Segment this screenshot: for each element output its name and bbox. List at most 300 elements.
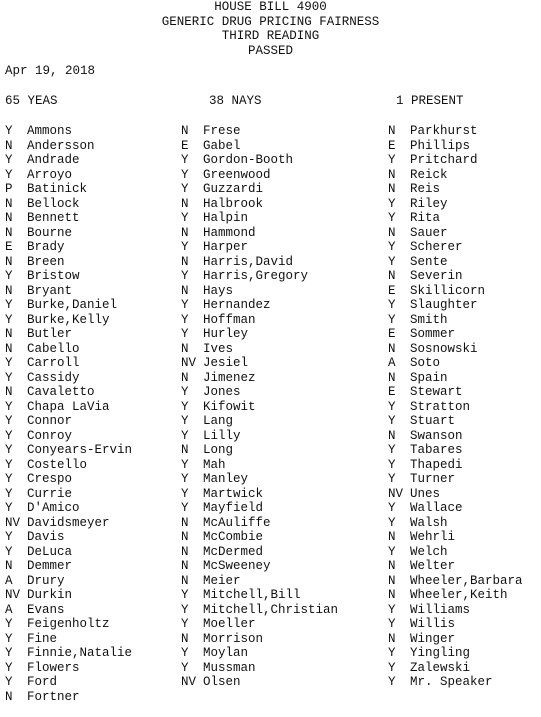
vote-code: N <box>5 559 13 573</box>
vote-row <box>388 211 523 226</box>
member-name: Davidsmeyer <box>27 515 110 530</box>
vote-row <box>5 385 132 400</box>
member-name: Welch <box>410 544 448 559</box>
vote-code: N <box>181 631 189 646</box>
vote-code: N <box>181 254 189 269</box>
member-name: Hays <box>203 283 234 298</box>
member-name: Finnie,Natalie <box>27 646 133 660</box>
vote-row <box>5 646 132 661</box>
member-name: Sommer <box>410 327 456 341</box>
vote-code: Y <box>5 298 13 312</box>
vote-code: Y <box>5 370 13 385</box>
vote-code: N <box>5 225 13 240</box>
member-name: Wehrli <box>410 530 456 544</box>
vote-code: Y <box>5 153 13 167</box>
vote-row <box>5 298 132 313</box>
vote-code: Y <box>5 646 13 660</box>
vote-code: Y <box>181 211 189 225</box>
vote-row <box>388 530 523 545</box>
member-name: Pritchard <box>410 153 478 167</box>
vote-code: Y <box>5 472 13 486</box>
vote-row <box>5 313 132 328</box>
vote-code: Y <box>388 675 396 689</box>
member-name: Reick <box>410 167 448 182</box>
member-name: Andersson <box>27 138 95 153</box>
vote-row <box>181 139 338 154</box>
vote-row <box>5 400 132 415</box>
vote-code: Y <box>5 356 13 370</box>
vote-row <box>181 153 338 168</box>
vote-row <box>388 501 523 516</box>
vote-code: N <box>181 341 189 356</box>
member-name: Conroy <box>27 428 73 443</box>
member-name: Mussman <box>203 660 256 675</box>
vote-row <box>181 356 338 371</box>
vote-row <box>388 313 523 328</box>
vote-code: N <box>5 341 13 356</box>
member-name: Fine <box>27 631 58 646</box>
vote-code: N <box>5 138 13 153</box>
roll-call-column-3 <box>388 124 523 690</box>
bill-subject: GENERIC DRUG PRICING FAIRNESS <box>161 14 380 29</box>
vote-code: Y <box>5 501 13 515</box>
vote-row <box>181 472 338 487</box>
vote-row <box>5 472 132 487</box>
vote-code: N <box>181 370 189 385</box>
vote-row <box>5 487 132 502</box>
member-name: Bristow <box>27 269 80 283</box>
vote-code: N <box>388 269 396 283</box>
vote-row <box>388 197 523 212</box>
member-name: Bryant <box>27 283 73 298</box>
vote-code: Y <box>388 617 396 631</box>
vote-code: Y <box>388 196 396 211</box>
vote-code: N <box>181 283 189 298</box>
member-name: Hurley <box>203 327 249 341</box>
member-name: Frese <box>203 124 241 138</box>
vote-code: E <box>5 240 13 254</box>
vote-row <box>181 182 338 197</box>
vote-code: Y <box>181 312 189 327</box>
vote-row <box>5 661 132 676</box>
vote-code: Y <box>181 327 189 341</box>
vote-row <box>5 588 132 603</box>
member-name: Cabello <box>27 341 80 356</box>
member-name: Burke,Daniel <box>27 298 118 312</box>
vote-row <box>388 559 523 574</box>
member-name: DeLuca <box>27 544 73 559</box>
member-name: Spain <box>410 370 448 385</box>
vote-code: Y <box>181 646 189 660</box>
vote-row <box>388 588 523 603</box>
vote-code: N <box>5 385 13 399</box>
vote-row <box>388 327 523 342</box>
vote-row <box>388 675 523 690</box>
vote-code: Y <box>388 515 396 530</box>
member-name: Ives <box>203 341 234 356</box>
roll-call-column-2 <box>181 124 338 690</box>
vote-row <box>5 414 132 429</box>
vote-row <box>5 124 132 139</box>
vote-row <box>5 139 132 154</box>
vote-code: Y <box>181 399 189 414</box>
vote-code: Y <box>5 269 13 283</box>
vote-row <box>5 371 132 386</box>
vote-row <box>388 414 523 429</box>
member-name: Slaughter <box>410 298 478 312</box>
member-name: Turner <box>410 472 456 486</box>
member-name: Brady <box>27 240 65 254</box>
member-name: Gabel <box>203 138 241 153</box>
vote-row <box>181 574 338 589</box>
member-name: Sente <box>410 254 448 269</box>
vote-row <box>5 603 132 618</box>
vote-code: Y <box>181 240 189 254</box>
vote-row <box>388 153 523 168</box>
vote-row <box>388 356 523 371</box>
vote-code: NV <box>181 356 197 370</box>
member-name: Conyears-Ervin <box>27 443 133 457</box>
member-name: Gordon-Booth <box>203 153 294 167</box>
member-name: Jimenez <box>203 370 256 385</box>
vote-row <box>181 632 338 647</box>
member-name: Mr. Speaker <box>410 675 493 689</box>
vote-row <box>181 501 338 516</box>
reading-stage: THIRD READING <box>221 29 320 43</box>
member-name: Chapa LaVia <box>27 399 110 414</box>
vote-row <box>5 559 132 574</box>
vote-row <box>181 284 338 299</box>
vote-row <box>181 487 338 502</box>
member-name: Lang <box>203 414 234 428</box>
vote-row <box>181 559 338 574</box>
vote-code: E <box>388 138 396 153</box>
member-name: Sosnowski <box>410 341 478 356</box>
vote-code: Y <box>5 312 13 327</box>
vote-row <box>5 690 132 705</box>
vote-code: Y <box>181 660 189 675</box>
vote-code: Y <box>5 414 13 428</box>
vote-row <box>388 472 523 487</box>
member-name: Stuart <box>410 414 456 428</box>
member-name: Feigenholtz <box>27 617 110 631</box>
vote-code: N <box>388 428 396 443</box>
vote-code: N <box>181 196 189 211</box>
vote-row <box>5 153 132 168</box>
vote-code: NV <box>388 486 404 501</box>
vote-row <box>388 284 523 299</box>
vote-row <box>181 226 338 241</box>
vote-row <box>388 240 523 255</box>
vote-row <box>181 516 338 531</box>
present-count: 1 PRESENT <box>396 94 464 108</box>
vote-code: Y <box>181 167 189 182</box>
member-name: Crespo <box>27 472 73 486</box>
bill-title: HOUSE BILL 4900 <box>214 0 327 14</box>
member-name: Cassidy <box>27 370 80 385</box>
vote-code: N <box>388 588 396 602</box>
member-name: Walsh <box>410 515 448 530</box>
member-name: Connor <box>27 414 73 428</box>
vote-code: Y <box>388 153 396 167</box>
vote-row <box>181 385 338 400</box>
vote-row <box>5 516 132 531</box>
vote-row <box>388 298 523 313</box>
member-name: Mitchell,Christian <box>203 602 339 617</box>
member-name: Meier <box>203 573 241 588</box>
member-name: Flowers <box>27 660 80 675</box>
vote-row <box>5 269 132 284</box>
member-name: Bennett <box>27 211 80 225</box>
member-name: Morrison <box>203 631 264 646</box>
member-name: Rita <box>410 211 441 225</box>
vote-row <box>5 211 132 226</box>
vote-code: Y <box>388 501 396 515</box>
vote-row <box>181 124 338 139</box>
vote-row <box>388 385 523 400</box>
vote-code: N <box>388 167 396 182</box>
vote-row <box>181 327 338 342</box>
member-name: Bourne <box>27 225 73 240</box>
member-name: Evans <box>27 602 65 617</box>
vote-code: Y <box>5 486 13 501</box>
vote-code: N <box>5 327 13 341</box>
vote-code: NV <box>5 515 21 530</box>
vote-code: Y <box>388 443 396 457</box>
member-name: Wheeler,Barbara <box>410 573 523 588</box>
member-name: Severin <box>410 269 463 283</box>
vote-row <box>388 269 523 284</box>
vote-code: Y <box>181 501 189 515</box>
vote-code: Y <box>5 617 13 631</box>
vote-code: N <box>181 225 189 240</box>
member-name: McAuliffe <box>203 515 271 530</box>
vote-code: Y <box>388 660 396 675</box>
vote-row <box>388 661 523 676</box>
vote-row <box>5 182 132 197</box>
vote-row <box>388 400 523 415</box>
vote-row <box>181 617 338 632</box>
vote-row <box>181 298 338 313</box>
vote-code: Y <box>388 472 396 486</box>
member-name: Halbrook <box>203 196 264 211</box>
member-name: Mah <box>203 457 226 472</box>
member-name: Moylan <box>203 646 249 660</box>
member-name: Ammons <box>27 124 73 138</box>
vote-code: N <box>5 689 13 704</box>
vote-code: N <box>388 631 396 646</box>
vote-code: Y <box>5 443 13 457</box>
vote-row <box>5 617 132 632</box>
vote-date: Apr 19, 2018 <box>5 64 96 78</box>
member-name: Hoffman <box>203 312 256 327</box>
vote-row <box>388 182 523 197</box>
member-name: Stratton <box>410 399 471 414</box>
vote-code: Y <box>388 544 396 559</box>
vote-code: Y <box>181 269 189 283</box>
member-name: Swanson <box>410 428 463 443</box>
vote-code: N <box>388 573 396 588</box>
vote-row <box>5 530 132 545</box>
member-name: Carroll <box>27 356 80 370</box>
member-name: Demmer <box>27 559 73 573</box>
member-name: Lilly <box>203 428 241 443</box>
member-name: Winger <box>410 631 456 646</box>
roll-call-column-1 <box>5 124 132 704</box>
vote-row <box>388 487 523 502</box>
member-name: Sauer <box>410 225 448 240</box>
member-name: Costello <box>27 457 88 472</box>
vote-code: E <box>181 138 189 153</box>
vote-code: NV <box>181 675 197 689</box>
member-name: Wallace <box>410 501 463 515</box>
vote-code: N <box>5 196 13 211</box>
member-name: Harper <box>203 240 249 254</box>
member-name: Tabares <box>410 443 463 457</box>
vote-row <box>388 255 523 270</box>
vote-code: N <box>388 370 396 385</box>
vote-row <box>181 458 338 473</box>
member-name: Unes <box>410 486 441 501</box>
vote-code: Y <box>5 631 13 646</box>
vote-code: Y <box>388 414 396 428</box>
member-name: Olsen <box>203 675 241 689</box>
vote-code: N <box>181 573 189 588</box>
vote-row <box>388 632 523 647</box>
vote-code: Y <box>181 414 189 428</box>
vote-code: N <box>388 225 396 240</box>
vote-row <box>181 646 338 661</box>
member-name: Cavaletto <box>27 385 95 399</box>
vote-code: A <box>5 602 13 617</box>
vote-row <box>5 342 132 357</box>
member-name: Reis <box>410 182 441 196</box>
member-name: Drury <box>27 573 65 588</box>
member-name: Bellock <box>27 196 80 211</box>
vote-code: Y <box>5 457 13 472</box>
vote-code: N <box>388 341 396 356</box>
vote-row <box>388 458 523 473</box>
member-name: Andrade <box>27 153 80 167</box>
vote-row <box>181 211 338 226</box>
member-name: Manley <box>203 472 249 486</box>
vote-row <box>181 530 338 545</box>
bill-status: PASSED <box>247 43 293 58</box>
vote-row <box>181 414 338 429</box>
vote-row <box>5 458 132 473</box>
member-name: Parkhurst <box>410 124 478 138</box>
vote-code: Y <box>181 457 189 472</box>
vote-row <box>181 269 338 284</box>
vote-row <box>5 255 132 270</box>
vote-row <box>388 617 523 632</box>
vote-row <box>181 197 338 212</box>
vote-code: N <box>181 443 189 457</box>
member-name: Kifowit <box>203 399 256 414</box>
nays-count: 38 NAYS <box>209 94 262 108</box>
vote-code: Y <box>388 646 396 660</box>
vote-code: N <box>388 559 396 573</box>
vote-code: N <box>388 530 396 544</box>
vote-row <box>388 516 523 531</box>
vote-code: E <box>388 327 396 341</box>
vote-row <box>181 400 338 415</box>
vote-code: Y <box>5 660 13 675</box>
vote-code: Y <box>181 298 189 312</box>
vote-code: N <box>181 559 189 573</box>
yeas-count: 65 YEAS <box>5 94 58 108</box>
member-name: Soto <box>410 356 441 370</box>
member-name: Jesiel <box>203 356 249 370</box>
member-name: Durkin <box>27 588 73 602</box>
vote-row <box>5 632 132 647</box>
member-name: Skillicorn <box>410 283 486 298</box>
vote-code: N <box>388 124 396 138</box>
member-name: Zalewski <box>410 660 471 675</box>
vote-row <box>388 124 523 139</box>
member-name: Guzzardi <box>203 182 264 196</box>
vote-row <box>5 429 132 444</box>
vote-code: Y <box>5 544 13 559</box>
vote-row <box>388 545 523 560</box>
vote-row <box>5 226 132 241</box>
vote-code: Y <box>388 457 396 472</box>
vote-code: NV <box>5 588 21 602</box>
member-name: McCombie <box>203 530 264 544</box>
vote-code: N <box>181 515 189 530</box>
vote-row <box>388 574 523 589</box>
member-name: Batinick <box>27 182 88 196</box>
member-name: Yingling <box>410 646 471 660</box>
vote-code: Y <box>181 428 189 443</box>
vote-code: Y <box>5 124 13 138</box>
vote-code: N <box>388 182 396 196</box>
vote-code: Y <box>388 602 396 617</box>
vote-row <box>181 168 338 183</box>
vote-row <box>181 429 338 444</box>
vote-code: Y <box>181 617 189 631</box>
vote-code: N <box>181 124 189 138</box>
vote-code: Y <box>181 602 189 617</box>
vote-code: A <box>5 573 13 588</box>
vote-row <box>181 371 338 386</box>
member-name: Hammond <box>203 225 256 240</box>
vote-row <box>388 226 523 241</box>
vote-row <box>181 255 338 270</box>
member-name: Stewart <box>410 385 463 399</box>
vote-row <box>388 342 523 357</box>
vote-code: E <box>388 385 396 399</box>
member-name: Moeller <box>203 617 256 631</box>
vote-row <box>5 443 132 458</box>
member-name: Williams <box>410 602 471 617</box>
vote-code: P <box>5 182 13 196</box>
vote-row <box>181 661 338 676</box>
member-name: Breen <box>27 254 65 269</box>
vote-code: Y <box>5 530 13 544</box>
vote-code: Y <box>388 254 396 269</box>
vote-row <box>181 240 338 255</box>
vote-code: A <box>388 356 396 370</box>
vote-row <box>388 603 523 618</box>
vote-row <box>5 240 132 255</box>
member-name: McSweeney <box>203 559 271 573</box>
vote-code: Y <box>5 399 13 414</box>
member-name: Greenwood <box>203 167 271 182</box>
vote-row <box>5 327 132 342</box>
vote-code: Y <box>388 211 396 225</box>
member-name: Halpin <box>203 211 249 225</box>
